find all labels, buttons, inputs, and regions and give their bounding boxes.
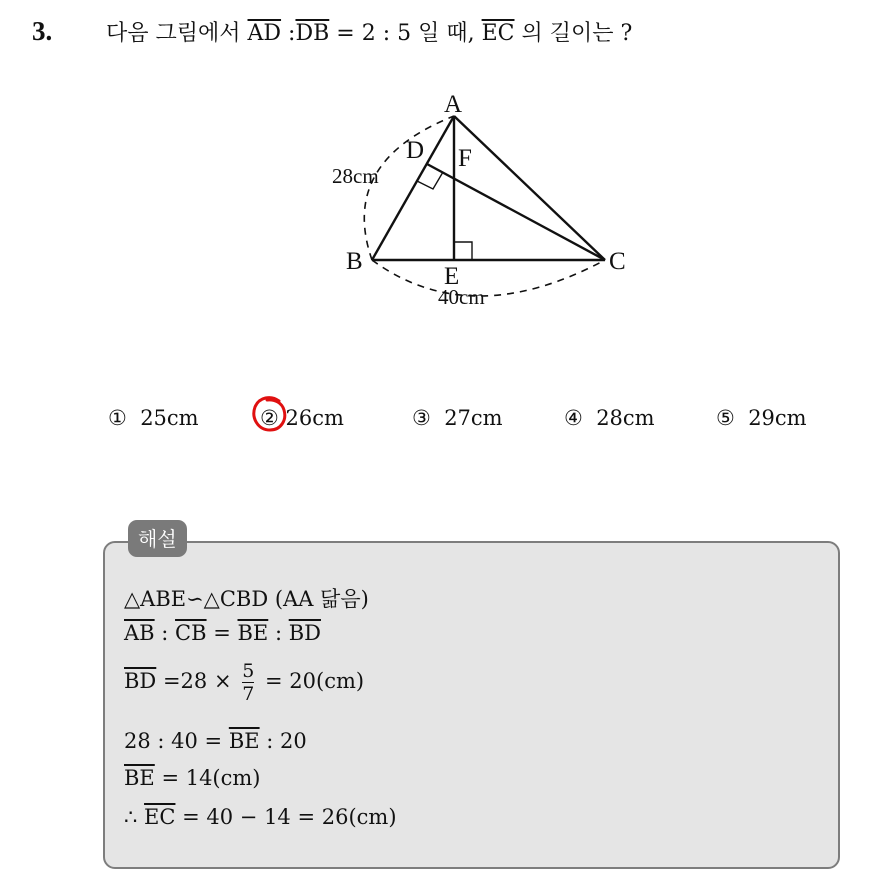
expression-end: : 20 — [259, 729, 307, 753]
choice-number: ② — [260, 406, 279, 430]
label-c: C — [609, 248, 626, 275]
label-f: F — [458, 145, 472, 172]
choice-4[interactable] — [564, 406, 655, 430]
choice-text: 25cm — [140, 406, 199, 430]
solution-line-1 — [124, 583, 369, 613]
choice-text: 27cm — [444, 406, 503, 430]
choice-3[interactable] — [412, 406, 503, 430]
choice-number: ⑤ — [716, 406, 735, 430]
solution-line-3 — [124, 660, 364, 705]
expression: =28 × — [156, 669, 239, 693]
side-ac — [454, 116, 605, 260]
ratio-colon: : — [288, 21, 296, 46]
segment-db: $\overline{DB}$ — [295, 21, 330, 46]
solution-line-2 — [124, 621, 321, 645]
similarity-statement: △ABE∽△CBD (AA 닮음) — [124, 587, 369, 611]
sep: : — [154, 621, 176, 645]
sep: : — [268, 621, 289, 645]
segment-bd: $\overline{BD}$ — [288, 621, 321, 645]
solution-line-5 — [124, 766, 261, 790]
segment-ad: $\overline{AD}$ — [247, 21, 282, 46]
label-b: B — [346, 248, 363, 275]
solution-line-6 — [124, 805, 397, 829]
result: = 14(cm) — [154, 766, 261, 790]
question-number: 3. — [32, 16, 53, 46]
solution-line-4 — [124, 729, 307, 753]
choice-text: 26cm — [285, 406, 344, 430]
equals: = — [206, 621, 238, 645]
question-prefix: 다음 그림에서 — [106, 21, 241, 46]
selected-circle-mark — [251, 394, 289, 434]
choice-number: ④ — [564, 406, 583, 430]
label-a: A — [444, 91, 463, 118]
fraction-numerator: 5 — [242, 660, 255, 682]
expression: 28 : 40 = — [124, 729, 229, 753]
triangle-figure — [320, 82, 650, 317]
choice-5[interactable] — [716, 406, 807, 430]
answer-choices — [108, 406, 828, 440]
segment-ab: $\overline{AB}$ — [124, 621, 155, 645]
result: = 20(cm) — [258, 669, 365, 693]
choice-number: ③ — [412, 406, 431, 430]
question-text — [106, 16, 632, 47]
label-e: E — [444, 263, 460, 290]
choice-text: 29cm — [748, 406, 807, 430]
segment-ec: $\overline{EC}$ — [481, 21, 515, 46]
segment-cb: $\overline{CB}$ — [175, 621, 207, 645]
final-result: = 40 − 14 = 26(cm) — [175, 805, 397, 829]
choice-1[interactable] — [108, 406, 199, 430]
fraction-denominator: 7 — [242, 683, 255, 705]
segment-be: $\overline{BE}$ — [237, 621, 269, 645]
fraction — [242, 660, 254, 705]
label-ab-length: 28cm — [332, 164, 379, 188]
solution-tag: 해설 — [128, 520, 187, 557]
segment-be: $\overline{BE}$ — [124, 766, 155, 790]
right-angle-e — [454, 242, 472, 260]
choice-text: 28cm — [596, 406, 655, 430]
segment-bd: $\overline{BD}$ — [124, 669, 157, 693]
arc-bc — [372, 260, 605, 296]
ratio-value: = 2 : 5 일 때, — [336, 21, 475, 46]
label-bc-length: 40cm — [438, 285, 485, 309]
label-d: D — [406, 137, 425, 164]
choice-number: ① — [108, 406, 127, 430]
choice-2[interactable] — [260, 406, 344, 430]
therefore: ∴ — [124, 805, 145, 829]
question-suffix: 의 길이는 ? — [521, 21, 633, 46]
segment-ec: $\overline{EC}$ — [144, 805, 176, 829]
segment-be: $\overline{BE}$ — [228, 729, 260, 753]
